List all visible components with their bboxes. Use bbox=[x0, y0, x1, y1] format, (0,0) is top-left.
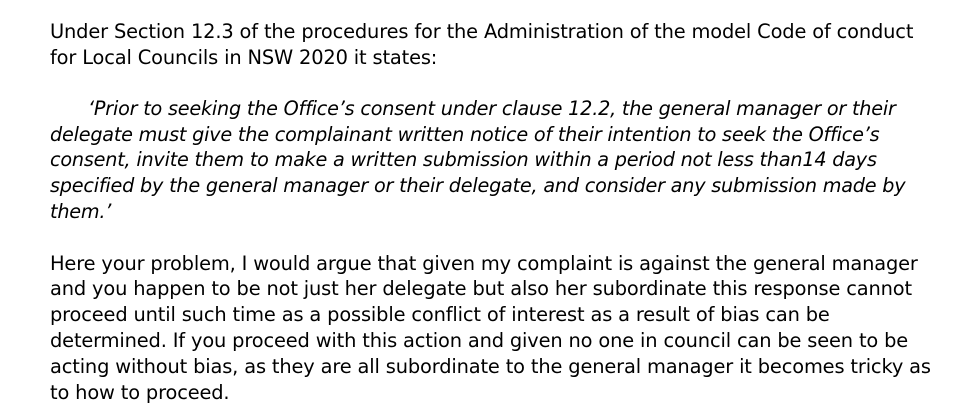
argument-line: Here your problem, I would argue that given my complaint is against the general manager bbox=[50, 251, 918, 275]
argument-line: proceed until such time as a possible conflict of interest as a result of bias can be bbox=[50, 303, 830, 327]
argument-paragraph bbox=[50, 251, 950, 406]
intro-paragraph bbox=[50, 19, 950, 71]
quote-line: consent, invite them to make a written submission within a period not less than14 days bbox=[50, 148, 877, 172]
argument-line: to how to proceed. bbox=[50, 380, 230, 404]
quote-line: ‘Prior to seeking the Office’s consent under clause 12.2, the general manager or their bbox=[88, 96, 896, 120]
argument-line: determined. If you proceed with this action and given no one in council can be seen to be bbox=[50, 329, 909, 353]
document-body bbox=[50, 19, 950, 405]
intro-line: for Local Councils in NSW 2020 it states: bbox=[50, 45, 438, 69]
argument-line: and you happen to be not just her delegate but also her subordinate this response cannot bbox=[50, 277, 912, 301]
quoted-clause bbox=[50, 96, 950, 225]
quote-line: them.’ bbox=[50, 200, 112, 224]
quote-line: delegate must give the complainant written notice of their intention to seek the Office’s bbox=[50, 122, 880, 146]
quote-line: specified by the general manager or their delegate, and consider any submission made by bbox=[50, 174, 906, 198]
argument-line: acting without bias, as they are all subordinate to the general manager it becomes tricky as bbox=[50, 354, 931, 378]
intro-line: Under Section 12.3 of the procedures for the Administration of the model Code of conduct bbox=[50, 20, 914, 43]
